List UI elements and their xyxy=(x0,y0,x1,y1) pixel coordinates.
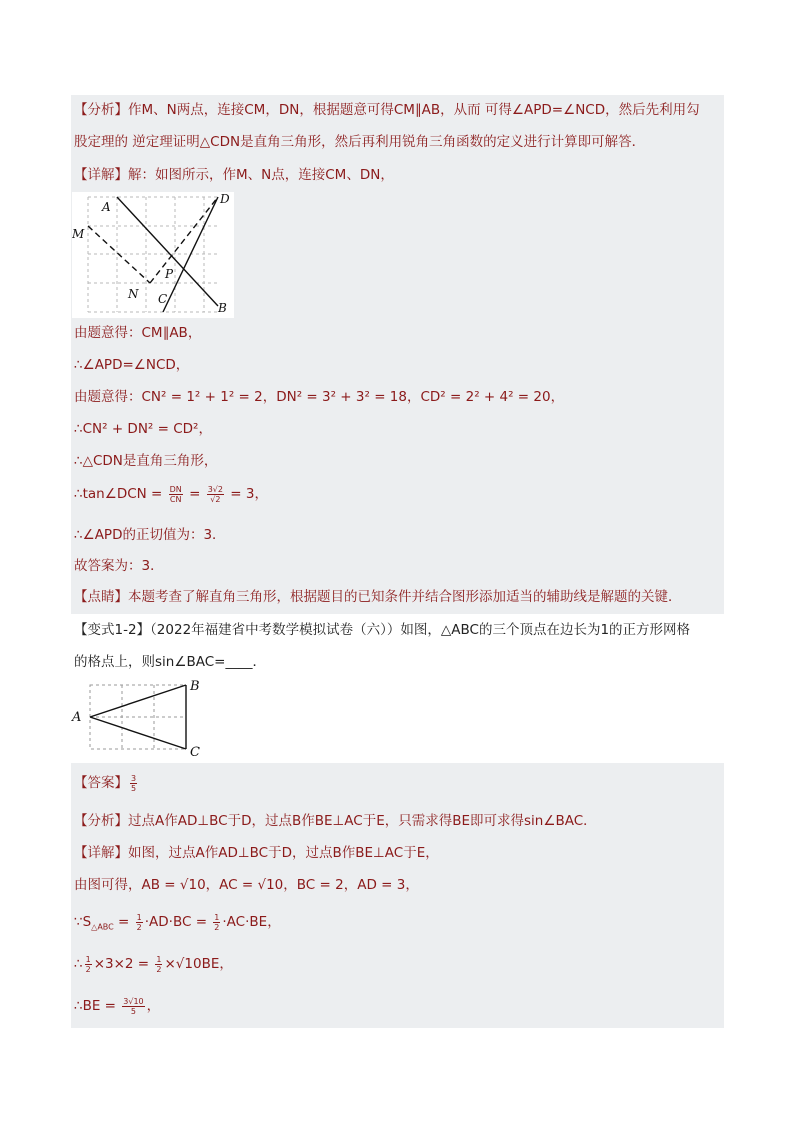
label-N: N xyxy=(128,287,139,301)
answer-line: 故答案为：3． xyxy=(74,558,164,574)
be-fraction: $\frac{3√10}{5}$ xyxy=(123,996,144,1016)
analysis-line-1: 【分析】作M、N两点，连接CM，DN，根据题意可得CM∥AB，从而 可得∠APD=∠NCD，然后先利用勾 xyxy=(74,102,700,118)
label-P: P xyxy=(165,267,174,281)
half-fraction: $\frac{1}{2}$ xyxy=(136,912,142,932)
question-line-1: 【变式1-2】（2022年福建省中考数学模拟试卷（六））如图，△ABC的三个顶点在边长为1的正方形网格 xyxy=(74,622,691,638)
detail-2: 【详解】如图，过点A作AD⊥BC于D，过点B作BE⊥AC于E， xyxy=(74,845,439,861)
label-B: B xyxy=(218,301,227,315)
tan-suffix: = 3， xyxy=(225,486,268,502)
grid-figure-1 xyxy=(72,192,234,318)
tan-prefix: ∴tan∠DCN = xyxy=(74,486,167,502)
label-D: D xyxy=(220,192,230,206)
line-angle: ∴∠APD=∠NCD， xyxy=(74,357,190,373)
half-fraction: $\frac{1}{2}$ xyxy=(85,954,91,974)
line-tan: ∴tan∠DCN = $\frac{DN}{CN}$ = $\frac{3√2}{√2}$ = 3， xyxy=(74,484,268,504)
answer-row xyxy=(74,773,139,793)
answer-label: 【答案】 xyxy=(74,775,128,791)
answer-fraction: $\frac{3}{5}$ xyxy=(131,773,137,793)
half-fraction: $\frac{1}{2}$ xyxy=(156,954,162,974)
line-right-triangle: ∴△CDN是直角三角形， xyxy=(74,453,218,469)
line-tan-value: ∴∠APD的正切值为：3． xyxy=(74,527,226,543)
label-A: A xyxy=(102,200,111,214)
line-squares: 由题意得：CN² = 1² + 1² = 2，DN² = 3² + 3² = 18，CD² = 2² + 4² = 20， xyxy=(74,389,565,405)
analysis-2: 【分析】过点A作AD⊥BC于D，过点B作BE⊥AC于E，只需求得BE即可求得sin∠BAC． xyxy=(74,813,597,829)
tan-fraction-2: $\frac{3√2}{√2}$ xyxy=(207,484,223,504)
detail-intro: 【详解】解：如图所示，作M、N点，连接CM、DN， xyxy=(74,167,394,183)
area-line: $\because S_{\triangle ABC}$ = $\frac{1}{2}$ ·AD·BC = $\frac{1}{2}$ ·AC·BE， xyxy=(74,912,281,932)
label-C2: C xyxy=(190,745,200,760)
solution-block-2 xyxy=(71,763,724,1028)
comment-line: 【点睛】本题考查了解直角三角形，根据题目的已知条件并结合图形添加适当的辅助线是解题的关键． xyxy=(74,589,682,605)
grid-figure-2 xyxy=(70,678,210,760)
lengths-line: 由图可得，AB = √10，AC = √10，BC = 2，AD = 3， xyxy=(74,877,419,893)
be-line: ∴BE = $\frac{3√10}{5}$ ， xyxy=(74,996,161,1016)
label-A2: A xyxy=(72,710,82,725)
equation-line: ∴ $\frac{1}{2}$ ×3×2 = $\frac{1}{2}$ ×√10BE， xyxy=(74,954,233,974)
label-M: M xyxy=(72,227,85,241)
analysis-line-2: 股定理的 逆定理证明△CDN是直角三角形，然后再利用锐角三角函数的定义进行计算即可解答． xyxy=(74,134,646,150)
label-C: C xyxy=(158,292,168,306)
tan-fraction-1: $\frac{DN}{CN}$ xyxy=(169,484,182,504)
half-fraction: $\frac{1}{2}$ xyxy=(214,912,220,932)
line-parallel: 由题意得：CM∥AB， xyxy=(74,325,202,341)
label-B2: B xyxy=(190,679,200,694)
line-sum: ∴CN² + DN² = CD²， xyxy=(74,421,212,437)
question-line-2: 的格点上，则sin∠BAC=____． xyxy=(74,654,266,670)
